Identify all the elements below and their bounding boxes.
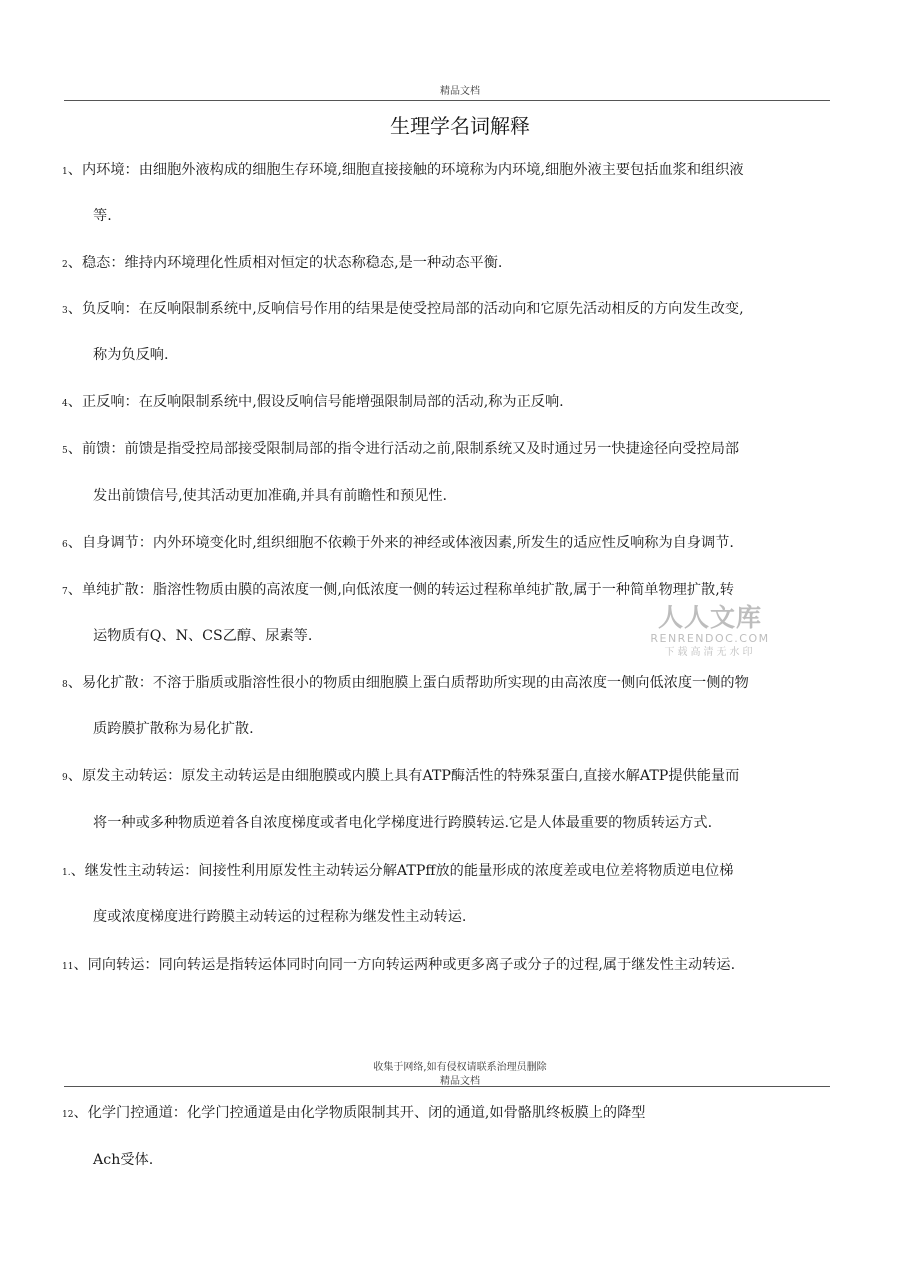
entry-separator: 、 — [67, 255, 82, 271]
entry-separator: 、 — [67, 301, 82, 317]
definition-entry — [62, 299, 832, 363]
entry-separator: 、 — [67, 675, 82, 691]
header-rule — [64, 100, 830, 101]
entry-text: 易化扩散：不溶于脂质或脂溶性很小的物质由细胞膜上蛋白质帮助所实现的由高浓度一侧向低浓度一侧的物 — [81, 675, 749, 691]
entry-number: 12 — [62, 1110, 74, 1120]
entry-separator: 、 — [73, 1105, 88, 1121]
definition-entry — [62, 1103, 832, 1168]
definition-entry — [62, 673, 832, 737]
definition-entry — [62, 392, 832, 414]
page-header-label: 精品文档 — [440, 86, 480, 97]
definition-entry — [62, 253, 832, 275]
entry-number: 11 — [62, 962, 74, 972]
entry-text: 单纯扩散：脂溶性物质由膜的高浓度一侧,向低浓度一侧的转运过程称单纯扩散,属于一种简单物理扩散,转 — [81, 582, 734, 598]
entry-separator: 、 — [67, 162, 82, 178]
entry-number: 5 — [62, 446, 68, 456]
entry-number: 8 — [62, 680, 68, 690]
entry-continuation: 质跨膜扩散称为易化扩散. — [93, 721, 254, 737]
entry-continuation: Ach受体. — [93, 1152, 154, 1168]
watermark — [648, 604, 772, 660]
entry-number: 6 — [62, 540, 68, 550]
entry-number: 1. — [62, 868, 71, 878]
definition-entry — [62, 955, 832, 977]
entry-number: 3 — [62, 306, 68, 316]
entry-separator: 、 — [73, 957, 88, 973]
entry-separator: 、 — [70, 863, 85, 879]
entry-continuation: 等. — [93, 208, 112, 224]
definition-entry — [62, 533, 832, 555]
entry-number: 9 — [62, 773, 68, 783]
entry-separator: 、 — [67, 582, 82, 598]
entry-text: 稳态：维持内环境理化性质相对恒定的状态称稳态,是一种动态平衡. — [81, 255, 503, 271]
entry-text: 同向转运：同向转运是指转运体同时向同一方向转运两种或更多离子或分子的过程,属于继发性主动转运. — [87, 957, 736, 973]
definition-entry — [62, 439, 832, 504]
watermark-domain: RENRENDOC.COM — [650, 632, 770, 645]
page-header-label-2: 精品文档 — [440, 1076, 480, 1087]
entry-separator: 、 — [67, 441, 82, 457]
entry-text: 内环境：由细胞外液构成的细胞生存环境,细胞直接接触的环境称为内环境,细胞外液主要包括血浆和组织液 — [81, 162, 744, 178]
entry-separator: 、 — [67, 535, 82, 551]
entry-continuation: 发出前馈信号,使其活动更加准确,并具有前瞻性和预见性. — [93, 488, 448, 504]
entry-text: 继发性主动转运：间接性利用原发性主动转运分解ATPff放的能量形成的浓度差或电位差将物质逆电位梯 — [84, 863, 734, 879]
entry-text: 原发主动转运：原发主动转运是由细胞膜或内膜上具有ATP酶活性的特殊泵蛋白,直接水解ATP提供能量而 — [81, 768, 740, 784]
entry-separator: 、 — [67, 394, 82, 410]
entry-continuation: 度或浓度梯度进行跨膜主动转运的过程称为继发性主动转运. — [93, 909, 467, 925]
entry-number: 7 — [62, 587, 68, 597]
entry-text: 自身调节：内外环境变化时,组织细胞不依赖于外来的神经或体液因素,所发生的适应性反响称为自身调节. — [81, 535, 734, 551]
entry-text: 负反响：在反响限制系统中,反响信号作用的结果是使受控局部的活动向和它原先活动相反的方向发生改变, — [81, 301, 744, 317]
entry-number: 2 — [62, 260, 68, 270]
header-rule-2 — [64, 1086, 830, 1087]
entry-continuation: 将一种或多种物质逆着各自浓度梯度或者电化学梯度进行跨膜转运.它是人体最重要的物质转运方式. — [93, 815, 713, 831]
entry-text: 化学门控通道：化学门控通道是由化学物质限制其开、闭的通道,如骨骼肌终板膜上的降型 — [87, 1105, 646, 1121]
entry-continuation: 运物质有Q、N、CS乙醇、尿素等. — [93, 628, 313, 644]
entry-text: 前馈：前馈是指受控局部接受限制局部的指令进行活动之前,限制系统又及时通过另一快捷途径向受控局部 — [81, 441, 740, 457]
definition-entry — [62, 766, 832, 831]
entry-separator: 、 — [67, 768, 82, 784]
entry-text: 正反响：在反响限制系统中,假设反响信号能增强限制局部的活动,称为正反响. — [81, 394, 564, 410]
definition-entry — [62, 160, 832, 224]
entry-number: 4 — [62, 399, 68, 409]
footer-note: 收集于网络,如有侵权请联系治理员删除 — [373, 1062, 547, 1073]
definition-entry — [62, 861, 832, 925]
entry-number: 1 — [62, 167, 68, 177]
watermark-brand: 人人文库 — [657, 603, 762, 632]
entry-continuation: 称为负反响. — [93, 347, 169, 363]
document-title: 生理学名词解释 — [390, 114, 530, 138]
watermark-slogan: 下载高清无水印 — [664, 647, 756, 658]
